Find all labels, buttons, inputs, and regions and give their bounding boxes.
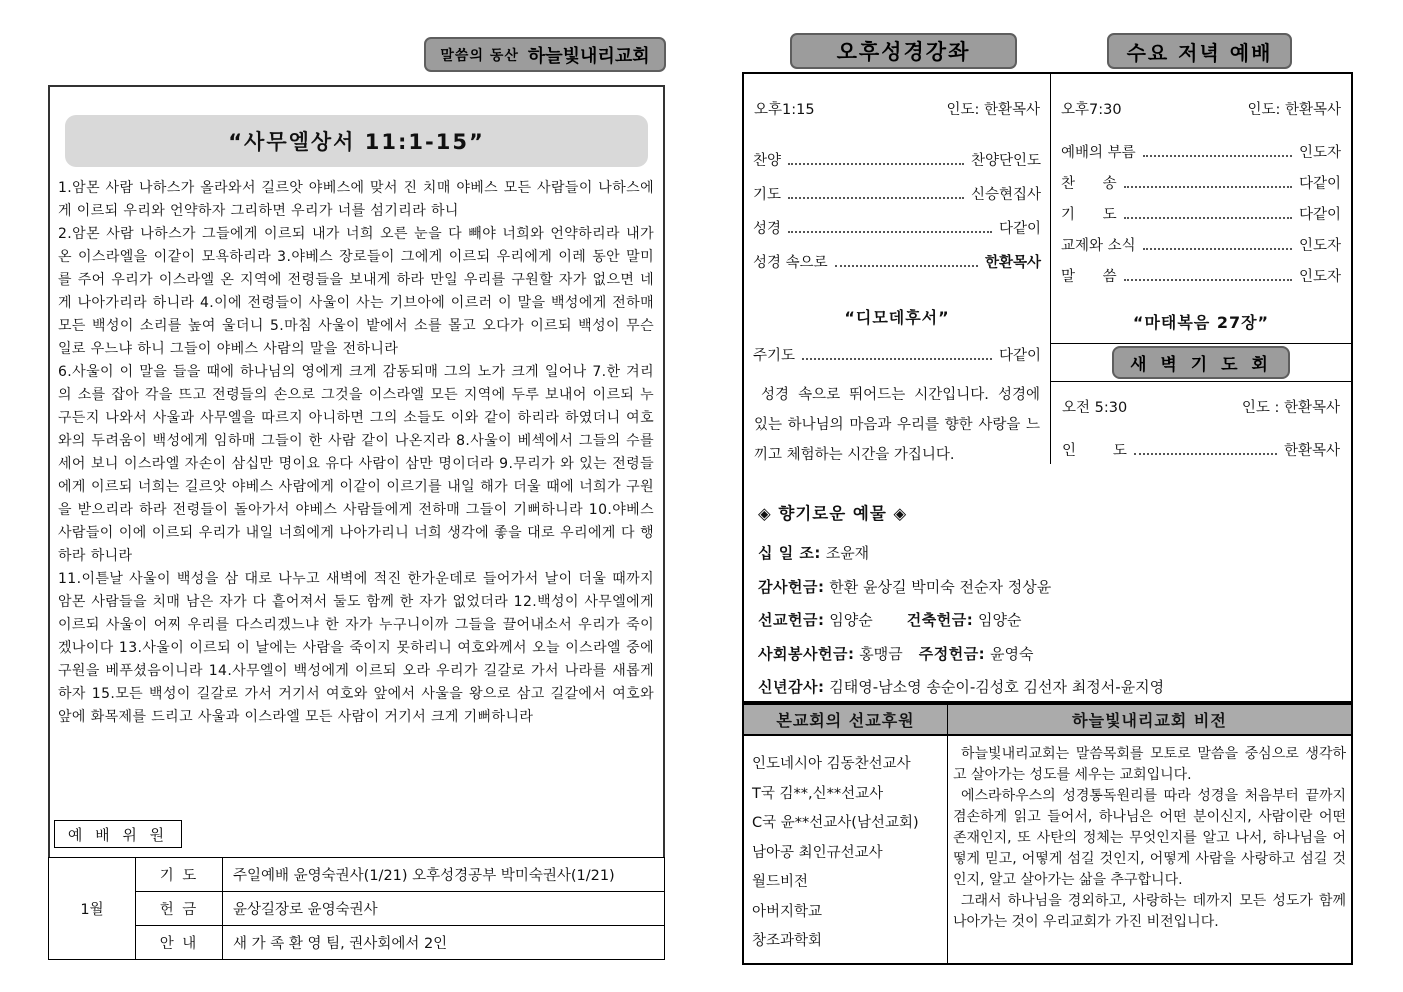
mission-support-header: 본교회의 선교후원 xyxy=(744,705,948,736)
offerings-section xyxy=(742,464,1353,703)
offering-line-tithe: 십 일 조: 조윤재 xyxy=(758,544,870,562)
duty-value-offering: 윤상길장로 윤영숙권사 xyxy=(223,892,665,926)
wednesday-worship-badge: 수요 저녁 예배 xyxy=(1107,33,1292,69)
table-row xyxy=(49,892,665,926)
list-item: C국 윤**선교사(남선교회) xyxy=(752,815,919,831)
dotted-leader xyxy=(802,358,992,360)
wednesday-time: 오후7:30 xyxy=(1061,102,1122,118)
list-item: 성경 속으로 한환목사 xyxy=(753,255,1041,271)
list-item: 기도 신승현집사 xyxy=(753,187,1041,203)
lecture-description: 성경 속으로 뛰어드는 시간입니다. 성경에 있는 하나님의 마음과 우리를 향한 사랑을 느끼고 체험하는 시간을 가집니다. xyxy=(754,387,1040,463)
scripture-paragraph: 11.이튿날 사울이 백성을 삼 대로 나누고 새벽에 적진 한가운데로 들어가서 날이 더울 때까지 암몬 사람들을 치매 남은 자가 다 흩어져서 둘도 함께 한 자가 없었더라 12.백성이 사무엘에게 이르되 사울이 어찌 우리를 다스리겠느냐 한 자가 누구니이까 그들을 끌어내소서 우리가 죽이겠나이다 13.사울이 이르되 이 날에는 사람을 죽이지 못하리니 여호와께서 오늘 이스라엘 중에 구원을 베푸셨음이니라 14.사무엘이 백성에게 이르되 오라 우리가 길갈로 가서 나라를 새롭게 하자 15.모든 백성이 길갈로 가서 거기서 여호와 앞에서 사울을 왕으로 삼고 길갈에서 여호와 앞에 화목제를 드리고 사울과 이스라엘 모든 사람이 거기서 크게 기뻐하니라 xyxy=(58,571,654,725)
list-item: 성경 다같이 xyxy=(753,221,1041,237)
church-vision-header: 하늘빛내리교회 비전 xyxy=(948,705,1351,736)
offering-line-newyear: 신년감사: 김태영-남소영 송순이-김성호 김선자 최정서-윤지영 xyxy=(758,678,1165,696)
duty-label-offering: 헌 금 xyxy=(136,892,223,926)
vision-paragraph: 에스라하우스의 성경통독원리를 따라 성경을 처음부터 끝까지 겸손하게 읽고 들어서, 하나님은 어떤 분이신지, 사람이란 어떤 존재인지, 또 사탄의 정체는 무엇인지를 알고 나서, 하나님을 어떻게 믿고, 어떻게 섬길 것인지, 어떻게 사람을 사랑하고 섬길 것인지, 알고 살아가는 삶을 추구합니다. xyxy=(953,788,1346,888)
dotted-leader xyxy=(1143,155,1292,157)
church-motto: 말씀의 동산 xyxy=(440,47,519,64)
offering-line-thanks: 감사헌금: 한환 윤상길 박미숙 전순자 정상윤 xyxy=(758,577,1052,596)
duty-month: 1월 xyxy=(49,858,136,960)
list-item: 교제와 소식 인도자 xyxy=(1061,238,1341,254)
afternoon-lecture-badge: 오후성경강좌 xyxy=(790,33,1017,69)
lecture-scripture: “디모데후서” xyxy=(844,308,950,327)
wednesday-order-list xyxy=(1051,141,1351,296)
dotted-leader xyxy=(788,231,992,233)
offerings-title: ◈ 향기로운 예물 ◈ xyxy=(758,504,908,523)
duty-table xyxy=(48,857,665,960)
mission-support-list xyxy=(744,736,948,963)
list-item: 주기도 다같이 xyxy=(753,348,1041,364)
church-name: 하늘빛내리교회 xyxy=(527,45,650,67)
church-name-badge xyxy=(424,37,666,72)
dotted-leader xyxy=(788,197,964,199)
vision-paragraph: 하늘빛내리교회는 말씀목회를 모토로 말씀을 중심으로 생각하고 살아가는 성도를 세우는 교회입니다. xyxy=(953,746,1346,783)
duty-label-prayer: 기 도 xyxy=(136,858,223,892)
offering-line-mission-building: 선교헌금: 임양순 건축헌금: 임양순 xyxy=(758,611,1022,629)
dawn-leader: 인도 : 한환목사 xyxy=(1241,400,1340,416)
scripture-paragraph: 6.사울이 이 말을 들을 때에 하나님의 영에게 크게 감동되매 그의 노가 크게 일어나 7.한 겨리의 소를 잡아 각을 뜨고 전령들의 손으로 그것을 이스라엘 모든 지역에 두루 보내어 이르되 누구든지 나와서 사울과 사무엘을 따르지 아니하면 그의 소들도 이와 같이 하리라 하였더니 여호와의 두려움이 백성에게 임하매 그들이 한 사람 같이 나온지라 8.사울이 베섹에서 그들의 수를 세어 보니 이스라엘 자손이 삼십만 명이요 유다 사람이 삼만 명이더라 9.무리가 와 있는 전령들에게 이르되 너희는 길르앗 야베스 사람에게 이같이 이르기를 내일 해가 더울 때에 너희가 구원을 받으리라 하라 전령들이 돌아가서 야베스 사람들에게 전하매 그들이 기뻐하니라 10.야베스 사람들이 이에 이르되 우리가 내일 너희에게 나아가리니 너희 생각에 좋을 대로 우리에게 다 행하라 하니라 xyxy=(58,364,654,564)
lecture-order-list xyxy=(753,149,1041,285)
dawn-time: 오전 5:30 xyxy=(1062,400,1128,416)
scripture-paragraph: 1.암몬 사람 나하스가 올라와서 길르앗 야베스에 맞서 진 치매 야베스 모든 사람들이 나하스에게 이르되 우리와 언약하자 그리하면 우리가 너를 섬기리라 하니 xyxy=(58,180,654,219)
dotted-leader xyxy=(1124,279,1292,281)
services-box xyxy=(742,72,1353,466)
scripture-title: “사무엘상서 11:1-15” xyxy=(65,115,648,167)
dotted-leader xyxy=(1143,248,1292,250)
church-vision-text xyxy=(948,736,1351,963)
duty-value-prayer: 주일예배 윤영숙권사(1/21) 오후성경공부 박미숙권사(1/21) xyxy=(223,858,665,892)
wednesday-time-row xyxy=(1061,98,1341,119)
list-item: 찬 송 다같이 xyxy=(1061,176,1341,192)
duty-label-guide: 안 내 xyxy=(136,926,223,960)
dotted-leader xyxy=(1124,186,1292,188)
dotted-leader xyxy=(1124,217,1292,219)
table-row xyxy=(49,926,665,960)
wednesday-scripture: “마태복음 27장” xyxy=(1132,313,1270,332)
list-item: 인도네시아 김동찬선교사 xyxy=(752,756,911,772)
scripture-paragraph: 2.암몬 사람 나하스가 그들에게 이르되 내가 너희 오른 눈을 다 빼야 너희와 언약하리라 내가 온 이스라엘을 이같이 모욕하리라 3.야베스 장로들이 그에게 이르되 우리에게 이레 동안 말미를 주어 우리가 이스라엘 온 지역에 전령들을 보내게 하라 만일 우리를 구원할 자가 없으면 네게 나아가리라 하니라 4.이에 전령들이 사울이 사는 기브아에 이르러 이 말을 백성에게 전하매 모든 백성이 소리를 높여 울더니 5.마침 사울이 밭에서 소를 몰고 오다가 이르되 백성이 무슨 일로 우느냐 하니 그들이 야베스 사람의 말을 전하니라 xyxy=(58,226,654,357)
list-item: 창조과학회 xyxy=(752,933,823,949)
list-item: 말 씀 인도자 xyxy=(1061,269,1341,285)
offering-line-service-weekly: 사회봉사헌금: 홍맹금 주정헌금: 윤영숙 xyxy=(758,644,1034,663)
list-item: 남아공 최인규선교사 xyxy=(752,844,883,861)
list-item: 월드비전 xyxy=(752,874,809,890)
list-item: 예배의 부름 인도자 xyxy=(1061,145,1341,161)
lecture-leader: 인도: 한환목사 xyxy=(946,102,1040,118)
wednesday-worship-column xyxy=(1051,74,1351,464)
wednesday-leader: 인도: 한환목사 xyxy=(1247,102,1341,118)
afternoon-lecture-column xyxy=(744,74,1051,464)
vision-paragraph: 그래서 하나님을 경외하고, 사랑하는 데까지 모든 성도가 함께 나아가는 것이 우리교회가 가진 비전입니다. xyxy=(953,893,1346,930)
list-item: 아버지학교 xyxy=(752,903,823,920)
list-item: T국 김**,신**선교사 xyxy=(752,785,884,802)
dawn-prayer-header xyxy=(1051,343,1351,382)
list-item: 인 도 한환목사 xyxy=(1062,443,1340,459)
dotted-leader xyxy=(788,163,964,165)
dawn-time-row xyxy=(1062,396,1340,417)
mission-vision-table xyxy=(742,703,1353,965)
list-item: 기 도 다같이 xyxy=(1061,207,1341,223)
duty-value-guide: 새 가 족 환 영 팀, 권사회에서 2인 xyxy=(223,926,665,960)
scripture-text xyxy=(58,177,654,729)
dotted-leader xyxy=(1134,453,1277,455)
list-item: 찬양 찬양단인도 xyxy=(753,153,1041,169)
lecture-time: 오후1:15 xyxy=(754,102,815,118)
dawn-prayer-badge: 새 벽 기 도 회 xyxy=(1112,346,1290,379)
worship-committee-label: 예 배 위 원 xyxy=(54,820,182,848)
table-row xyxy=(49,858,665,892)
lecture-time-row xyxy=(754,98,1040,119)
dotted-leader xyxy=(835,265,978,267)
scripture-panel xyxy=(48,85,665,960)
